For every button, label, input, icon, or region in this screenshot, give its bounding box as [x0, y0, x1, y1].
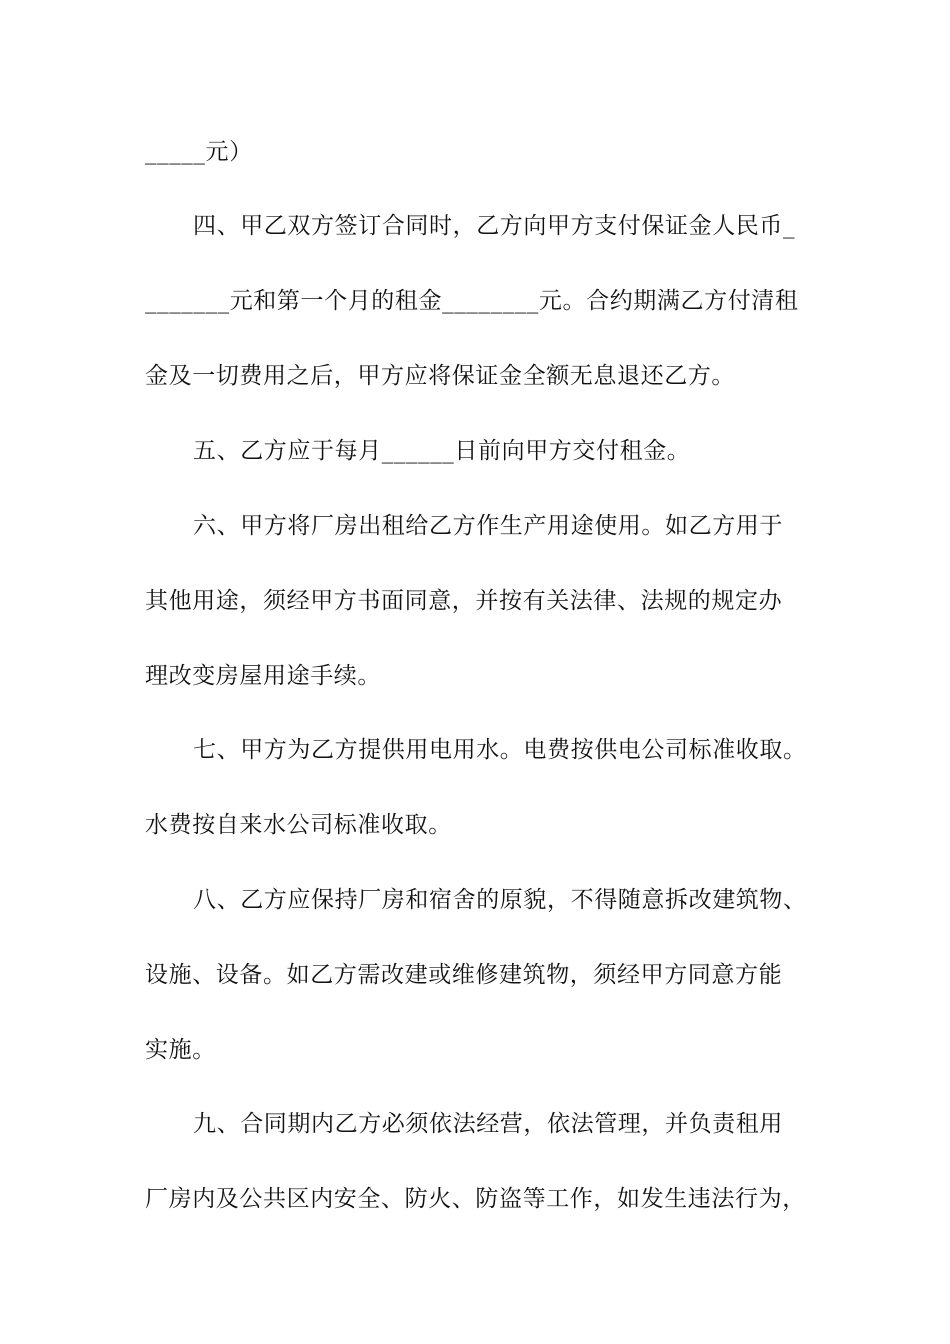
clause-4-line-3: 金及一切费用之后，甲方应将保证金全额无息退还乙方。: [145, 363, 735, 389]
clause-6-line-1: 六、甲方将厂房出租给乙方作生产用途使用。如乙方用于: [193, 513, 783, 539]
clause-9-line-1: 九、合同期内乙方必须依法经营，依法管理，并负责租用: [193, 1111, 783, 1137]
clause-8-line-2: 设施、设备。如乙方需改建或维修建筑物，须经甲方同意方能: [145, 962, 783, 988]
clause-6-line-3: 理改变房屋用途手续。: [145, 663, 381, 689]
clause-9-line-2: 厂房内及公共区内安全、防火、防盗等工作，如发生违法行为，: [145, 1186, 806, 1212]
clause-8-line-1: 八、乙方应保持厂房和宿舍的原貌，不得随意拆改建筑物、: [193, 887, 807, 913]
clause-7-line-1: 七、甲方为乙方提供用电用水。电费按供电公司标准收取。: [193, 737, 807, 763]
clause-4-line-1: 四、甲乙双方签订合同时，乙方向甲方支付保证金人民币_: [193, 213, 796, 239]
clause-5-line-1: 五、乙方应于每月______日前向甲方交付租金。: [193, 438, 691, 464]
text-line-1: _____元）: [145, 139, 253, 165]
clause-7-line-2: 水费按自来水公司标准收取。: [145, 812, 452, 838]
clause-4-line-2: _______元和第一个月的租金________元。合约期满乙方付清租: [145, 288, 799, 314]
clause-6-line-2: 其他用途，须经甲方书面同意，并按有关法律、法规的规定办: [145, 588, 783, 614]
clause-8-line-3: 实施。: [145, 1037, 216, 1063]
